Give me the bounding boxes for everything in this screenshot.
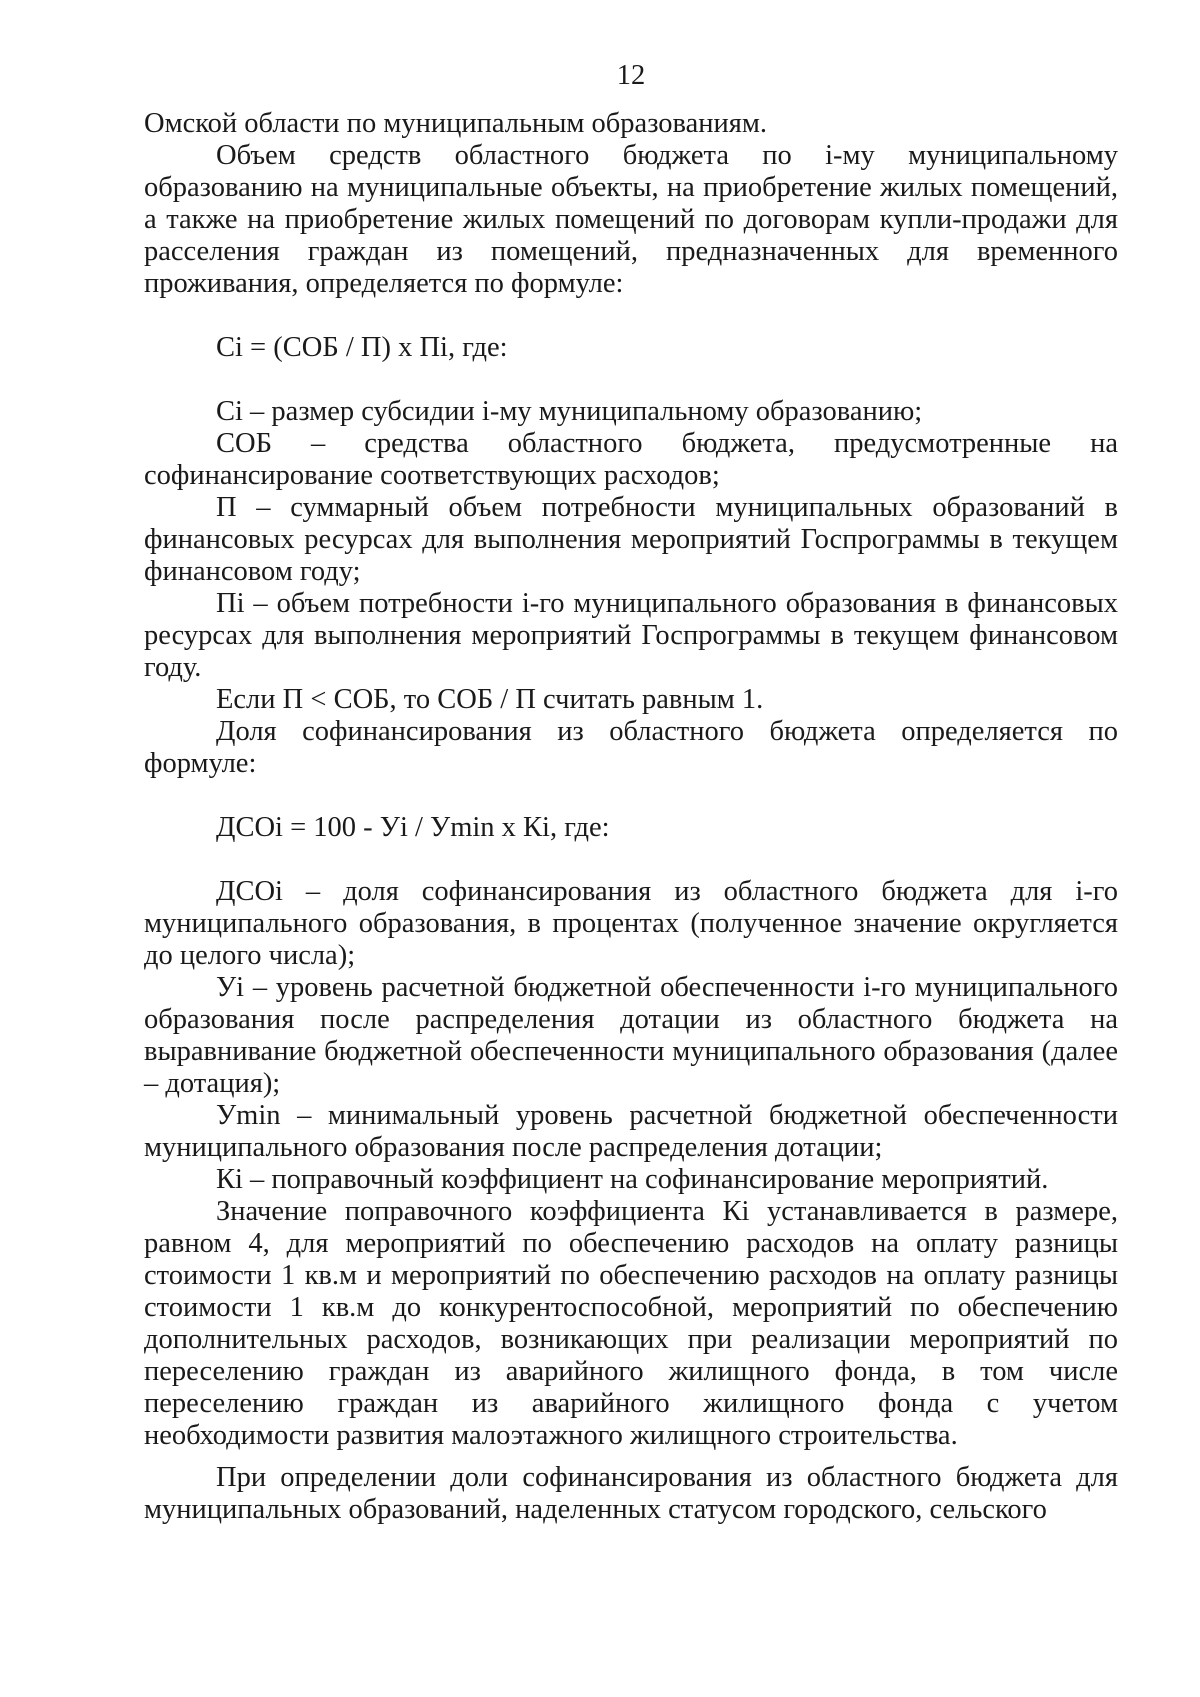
definition-umin: Уmin – минимальный уровень расчетной бюджетной обеспеченности муниципального образования после распределения дотации; xyxy=(144,1100,1118,1163)
spacer xyxy=(144,780,1118,812)
spacer xyxy=(144,364,1118,396)
paragraph-continuation: Омской области по муниципальным образованиям. xyxy=(144,108,768,139)
spacer xyxy=(144,1452,1118,1462)
spacer xyxy=(144,300,1118,332)
paragraph-cofinancing-share: Доля софинансирования из областного бюджета определяется по формуле: xyxy=(144,716,1118,779)
paragraph-coefficient-value: Значение поправочного коэффициента Кi устанавливается в размере, равном 4, для мероприятий по обеспечению расходов на оплату разницы стоимости 1 кв.м и мероприятий по обеспечению расходов на оплату разницы стоимости 1 кв.м до конкурентоспособной, мероприятий по обеспечению дополнительных расходов, возникающих при реализации мероприятий по переселению граждан из аварийного жилищного фонда, в том числе переселению граждан из аварийного жилищного фонда с учетом необходимости развития малоэтажного жилищного строительства. xyxy=(144,1196,1118,1451)
paragraph-funding-volume: Объем средств областного бюджета по i-му муниципальному образованию на муниципальные объекты, на приобретение жилых помещений, а также на приобретение жилых помещений по договорам купли-продажи для расселения граждан из помещений, предназначенных для временного проживания, определяется по формуле: xyxy=(144,140,1118,299)
definition-pi: Пi – объем потребности i-го муниципального образования в финансовых ресурсах для выполнения мероприятий Госпрограммы в текущем финансовом году. xyxy=(144,588,1118,683)
formula-cofinancing: ДСОi = 100 - Уi / Уmin х Кi, где: xyxy=(216,812,610,843)
definition-ci: Сi – размер субсидии i-му муниципальному образованию; xyxy=(216,396,923,427)
definition-dsoi: ДСОi – доля софинансирования из областного бюджета для i-го муниципального образования, в процентах (полученное значение округляется до целого числа); xyxy=(144,876,1118,971)
formula-subsidy: Сi = (СОБ / П) х Пi, где: xyxy=(216,332,508,363)
definition-sob: СОБ – средства областного бюджета, предусмотренные на софинансирование соответствующих расходов; xyxy=(144,428,1118,491)
paragraph-municipal-status: При определении доли софинансирования из областного бюджета для муниципальных образований, наделенных статусом городского, сельского xyxy=(144,1462,1118,1525)
spacer xyxy=(144,844,1118,876)
definition-ki: Кi – поправочный коэффициент на софинансирование мероприятий. xyxy=(216,1164,1049,1195)
definition-ui: Уi – уровень расчетной бюджетной обеспеченности i-го муниципального образования после распределения дотации из областного бюджета на выравнивание бюджетной обеспеченности муниципального образования (далее – дотация); xyxy=(144,972,1118,1099)
definition-p: П – суммарный объем потребности муниципальных образований в финансовых ресурсах для выполнения мероприятий Госпрограммы в текущем финансовом году; xyxy=(144,492,1118,587)
paragraph-condition: Если П < СОБ, то СОБ / П считать равным 1. xyxy=(216,684,764,715)
document-page xyxy=(144,60,1118,1526)
page-number: 12 xyxy=(616,60,646,91)
